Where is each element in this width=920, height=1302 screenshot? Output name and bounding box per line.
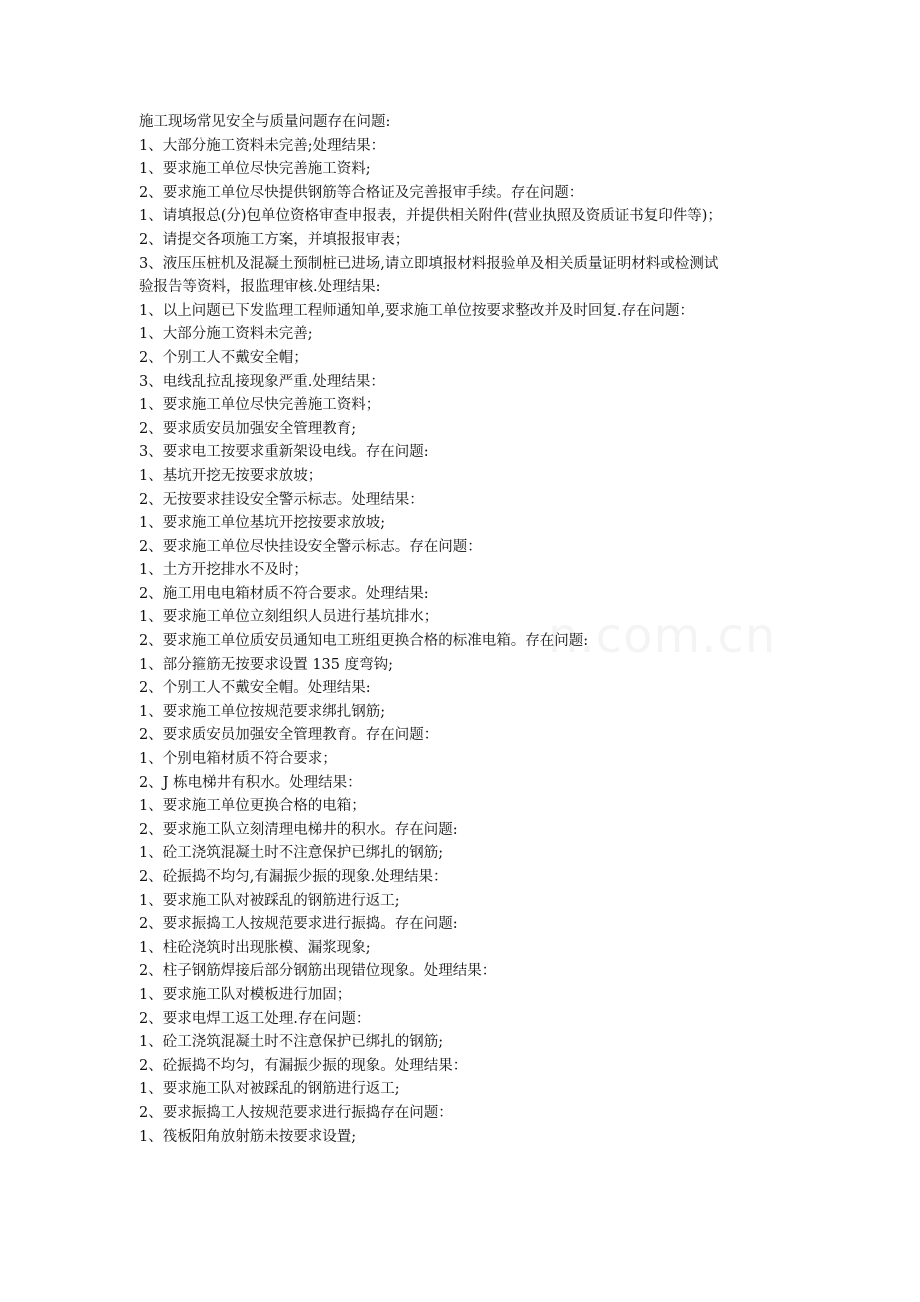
text-line: 2、要求施工单位尽快挂设安全警示标志。存在问题： <box>139 538 482 555</box>
text-line: 1、要求施工单位立刻组织人员进行基坑排水； <box>139 609 439 626</box>
text-line: 1、要求施工队对被踩乱的钢筋进行返工; <box>139 1081 400 1098</box>
text-line: 1、砼工浇筑混凝土时不注意保护已绑扎的钢筋; <box>139 845 444 862</box>
text-line: 3、电线乱拉乱接现象严重.处理结果： <box>139 373 385 390</box>
text-line: 1、土方开挖排水不及时； <box>139 562 308 579</box>
text-line: 1、大部分施工资料未完善;处理结果： <box>139 137 386 154</box>
text-line: 2、砼振捣不均匀,有漏振少振的现象.处理结果： <box>139 869 448 885</box>
text-line: 1、基坑开挖无按要求放坡； <box>139 467 323 484</box>
text-line: 2、要求施工单位尽快提供钢筋等合格证及完善报审手续。存在问题： <box>139 184 584 201</box>
text-line: 1、要求施工单位按规范要求绑扎钢筋; <box>139 703 386 720</box>
text-line: 1、要求施工单位尽快完善施工资料; <box>139 161 371 178</box>
text-line: 2、要求施工队立刻清理电梯井的积水。存在问题: <box>139 821 458 838</box>
text-line: 1、要求施工单位尽快完善施工资料； <box>139 397 381 414</box>
text-line: 2、要求电焊工返工处理.存在问题： <box>139 1010 371 1027</box>
text-line: 1、以上问题已下发监理工程师通知单,要求施工单位按要求整改并及时回复.存在问题： <box>139 302 694 319</box>
text-line: 2、请提交各项施工方案，并填报报审表； <box>139 231 410 248</box>
text-line: 2、要求质安员加强安全管理教育; <box>139 420 357 437</box>
text-line: 1、大部分施工资料未完善; <box>139 326 313 343</box>
text-line: 1、砼工浇筑混凝土时不注意保护已绑扎的钢筋; <box>139 1034 444 1051</box>
text-line: 1、部分箍筋无按要求设置 135 度弯钩; <box>139 656 394 673</box>
text-line: 1、要求施工队对模板进行加固； <box>139 986 352 1003</box>
document-body <box>139 111 799 1149</box>
text-line: 1、要求施工单位基坑开挖按要求放坡; <box>139 515 386 532</box>
text-line: 1、个别电箱材质不符合要求； <box>139 751 337 768</box>
text-line: 2、个别工人不戴安全帽。处理结果: <box>139 680 371 697</box>
text-line: 1、筏板阳角放射筋未按要求设置; <box>139 1128 357 1145</box>
text-line: 3、要求电工按要求重新架设电线。存在问题: <box>139 444 429 461</box>
text-line: 1、要求施工单位更换合格的电箱； <box>139 798 366 815</box>
text-line: 2、砼振捣不均匀，有漏振少振的现象。处理结果： <box>139 1057 468 1074</box>
text-line: 1、要求施工队对被踩乱的钢筋进行返工; <box>139 892 400 909</box>
text-line: 1、柱砼浇筑时出现胀模、漏浆现象; <box>139 939 371 956</box>
text-line: 2、施工用电电箱材质不符合要求。处理结果: <box>139 585 429 602</box>
text-line: 2、要求质安员加强安全管理教育。存在问题： <box>139 727 439 744</box>
text-line: 2、要求振捣工人按规范要求进行振捣。存在问题: <box>139 916 458 933</box>
text-line: 2、J 栋电梯井有积水。处理结果： <box>139 774 362 791</box>
text-line: 2、要求施工单位质安员通知电工班组更换合格的标准电箱。存在问题: <box>139 633 589 650</box>
text-line: 1、请填报总(分)包单位资格审查申报表，并提供相关附件(营业执照及资质证书复印件等)； <box>139 208 722 225</box>
text-line: 2、个别工人不戴安全帽； <box>139 349 308 366</box>
text-line: 2、无按要求挂设安全警示标志。处理结果： <box>139 491 424 508</box>
document-title: 施工现场常见安全与质量问题存在问题: <box>139 114 391 130</box>
text-line: 3、液压压桩机及混凝土预制桩已进场,请立即填报材料报验单及相关质量证明材料或检测试 <box>139 255 719 272</box>
text-line: 2、柱子钢筋焊接后部分钢筋出现错位现象。处理结果： <box>139 963 497 980</box>
text-line: 2、要求振捣工人按规范要求进行振捣存在问题： <box>139 1104 453 1121</box>
text-line: 验报告等资料，报监理审核.处理结果: <box>139 279 381 296</box>
